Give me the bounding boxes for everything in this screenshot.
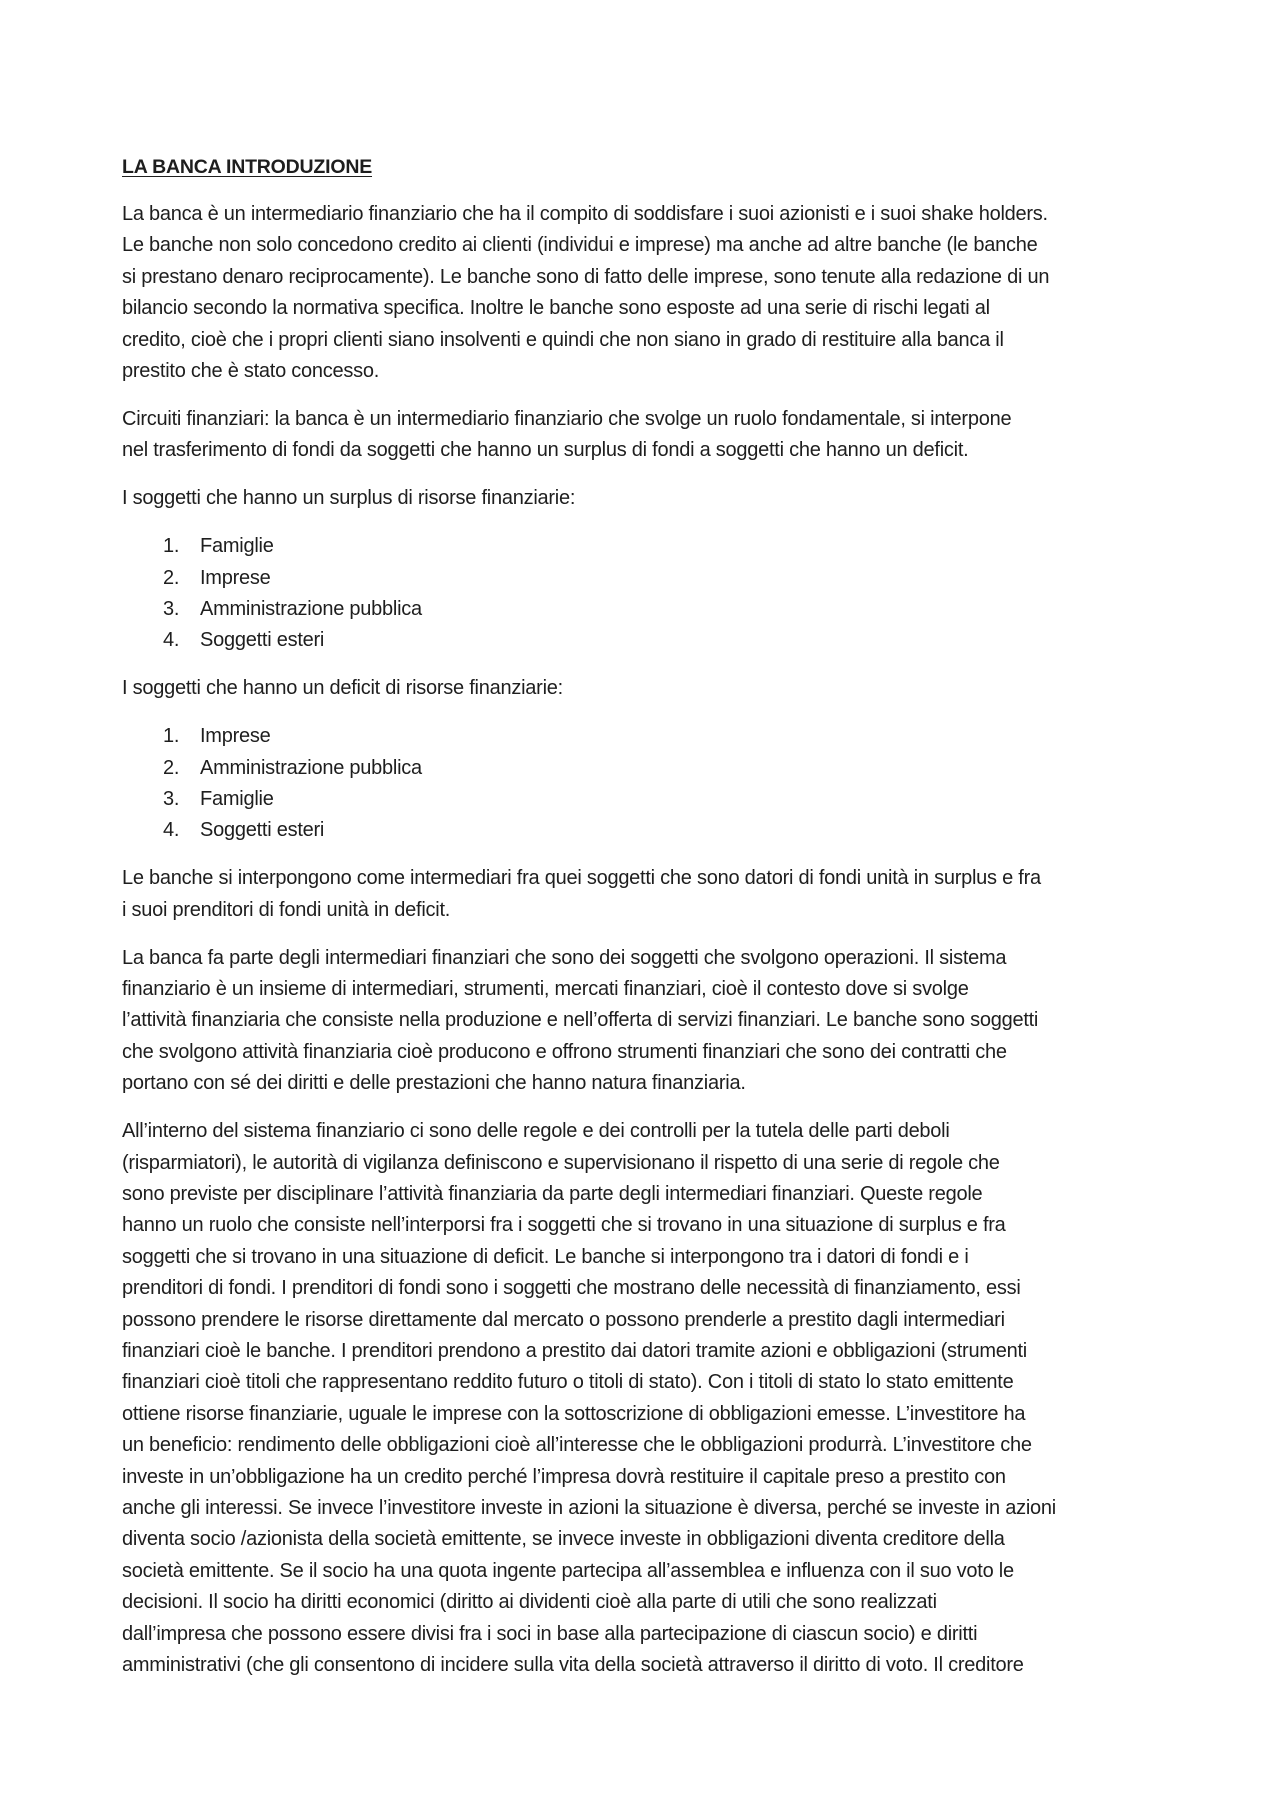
text-line: nel trasferimento di fondi da soggetti che hanno un surplus di fondi a soggetti che hanno un deficit. bbox=[122, 439, 969, 462]
text-line: si prestano denaro reciprocamente). Le banche sono di fatto delle imprese, sono tenute alla redazione di un bbox=[122, 265, 1050, 288]
list-label: Amministrazione pubblica bbox=[200, 597, 422, 620]
document-title: LA BANCA INTRODUZIONE bbox=[122, 156, 373, 178]
text-line: sono previste per disciplinare l’attività finanziaria da parte degli intermediari finanziari. Queste regole bbox=[122, 1182, 983, 1205]
list-number: 2. bbox=[163, 756, 180, 779]
text-line: credito, cioè che i propri clienti siano insolventi e quindi che non siano in grado di restituire alla banca il bbox=[122, 328, 1004, 351]
text-line: Le banche non solo concedono credito ai clienti (individui e imprese) ma anche ad altre banche (le banche bbox=[122, 234, 1038, 257]
paragraph-sistema-finanziario bbox=[122, 943, 1182, 1100]
text-line: amministrativi (che gli consentono di incidere sulla vita della società attraverso il diritto di voto. Il creditore bbox=[122, 1654, 1024, 1677]
text-line: i suoi prenditori di fondi unità in deficit. bbox=[122, 898, 451, 921]
text-line: Circuiti finanziari: la banca è un intermediario finanziario che svolge un ruolo fondamentale, si interpone bbox=[122, 407, 1012, 430]
list-label: Soggetti esteri bbox=[200, 629, 325, 652]
text-line: Le banche si interpongono come intermediari fra quei soggetti che sono datori di fondi unità in surplus e fra bbox=[122, 867, 1041, 890]
text-line: All’interno del sistema finanziario ci sono delle regole e dei controlli per la tutela delle parti deboli bbox=[122, 1120, 950, 1143]
paragraph-deficit-heading bbox=[122, 673, 1182, 704]
list-number: 3. bbox=[163, 788, 180, 810]
list-number: 2. bbox=[163, 566, 180, 589]
list-label: Amministrazione pubblica bbox=[200, 756, 422, 779]
text-line: portano con sé dei diritti e delle prestazioni che hanno natura finanziaria. bbox=[122, 1072, 746, 1095]
list-item bbox=[122, 753, 1182, 784]
text-line: prenditori di fondi. I prenditori di fondi sono i soggetti che mostrano delle necessità di finanziamento, essi bbox=[122, 1277, 1021, 1300]
text-line: possono prendere le risorse direttamente dal mercato o possono prenderle a prestito dagli intermediari bbox=[122, 1308, 1005, 1331]
list-label: Famiglie bbox=[200, 535, 274, 558]
text-line: diventa socio /azionista della società emittente, se invece investe in obbligazioni diventa creditore della bbox=[122, 1528, 1005, 1551]
text-line: (risparmiatori), le autorità di vigilanza definiscono e supervisionano il rispetto di una serie di regole che bbox=[122, 1151, 1000, 1174]
text-line: I soggetti che hanno un surplus di risorse finanziarie: bbox=[122, 487, 576, 510]
text-line: I soggetti che hanno un deficit di risorse finanziarie: bbox=[122, 677, 563, 700]
text-line: finanziario è un insieme di intermediari, strumenti, mercati finanziari, cioè il contesto dove si svolge bbox=[122, 978, 969, 1001]
text-line: dall’impresa che possono essere divisi fra i soci in base alla partecipazione di ciascun socio) e diritti bbox=[122, 1622, 978, 1645]
paragraph-intro bbox=[122, 199, 1182, 387]
text-line: anche gli interessi. Se invece l’investitore investe in azioni la situazione è diversa, perché se investe in azioni bbox=[122, 1497, 1056, 1520]
list-number: 3. bbox=[163, 597, 180, 620]
list-number: 4. bbox=[163, 819, 180, 842]
document-page bbox=[122, 152, 1182, 1698]
list-item bbox=[122, 563, 1182, 594]
text-line: soggetti che si trovano in una situazione di deficit. Le banche si interpongono tra i datori di fondi e i bbox=[122, 1245, 969, 1268]
text-line: l’attività finanziaria che consiste nella produzione e nell’offerta di servizi finanziari. Le banche sono soggetti bbox=[122, 1009, 1039, 1032]
text-line: investe in un’obbligazione ha un credito perché l’impresa dovrà restituire il capitale preso a prestito con bbox=[122, 1465, 1006, 1488]
text-line: società emittente. Se il socio ha una quota ingente partecipa all’assemblea e influenza con il suo voto le bbox=[122, 1559, 1014, 1582]
list-label: Famiglie bbox=[200, 788, 274, 810]
list-number: 4. bbox=[163, 629, 180, 652]
list-number: 1. bbox=[163, 725, 180, 748]
deficit-list bbox=[122, 721, 1182, 847]
paragraph-interposizione bbox=[122, 863, 1182, 926]
list-item bbox=[122, 531, 1182, 562]
list-label: Imprese bbox=[200, 725, 271, 748]
text-line: hanno un ruolo che consiste nell’interporsi fra i soggetti che si trovano in una situazione di surplus e fra bbox=[122, 1214, 1006, 1237]
text-line: decisioni. Il socio ha diritti economici (diritto ai dividenti cioè alla parte di utili che sono realizzati bbox=[122, 1591, 937, 1614]
list-item bbox=[122, 594, 1182, 625]
list-item bbox=[122, 625, 1182, 656]
text-line: La banca fa parte degli intermediari finanziari che sono dei soggetti che svolgono operazioni. Il sistema bbox=[122, 946, 1007, 969]
list-number: 1. bbox=[163, 535, 180, 558]
text-line: finanziari cioè le banche. I prenditori prendono a prestito dai datori tramite azioni e obbligazioni (strumenti bbox=[122, 1340, 1027, 1362]
text-line: La banca è un intermediario finanziario che ha il compito di soddisfare i suoi azionisti e i suoi shake holders. bbox=[122, 203, 1048, 225]
list-item bbox=[122, 721, 1182, 752]
text-line: prestito che è stato concesso. bbox=[122, 360, 380, 383]
text-line: bilancio secondo la normativa specifica. Inoltre le banche sono esposte ad una serie di rischi legati al bbox=[122, 297, 990, 320]
list-label: Imprese bbox=[200, 566, 271, 589]
text-line: che svolgono attività finanziaria cioè producono e offrono strumenti finanziari che sono dei contratti che bbox=[122, 1040, 1007, 1063]
list-item bbox=[122, 815, 1182, 846]
text-line: ottiene risorse finanziarie, uguale le imprese con la sottoscrizione di obbligazioni emesse. L’investitore ha bbox=[122, 1402, 1026, 1425]
text-line: finanziari cioè titoli che rappresentano reddito futuro o titoli di stato). Con i titoli di stato lo stato emittente bbox=[122, 1371, 1014, 1394]
surplus-list bbox=[122, 531, 1182, 657]
paragraph-circuiti bbox=[122, 404, 1182, 467]
paragraph-surplus-heading bbox=[122, 483, 1182, 514]
list-label: Soggetti esteri bbox=[200, 819, 325, 842]
text-line: un beneficio: rendimento delle obbligazioni cioè all’interesse che le obbligazioni produrrà. L’investitore che bbox=[122, 1434, 1032, 1457]
list-item bbox=[122, 784, 1182, 815]
paragraph-regole-controlli bbox=[122, 1116, 1182, 1681]
